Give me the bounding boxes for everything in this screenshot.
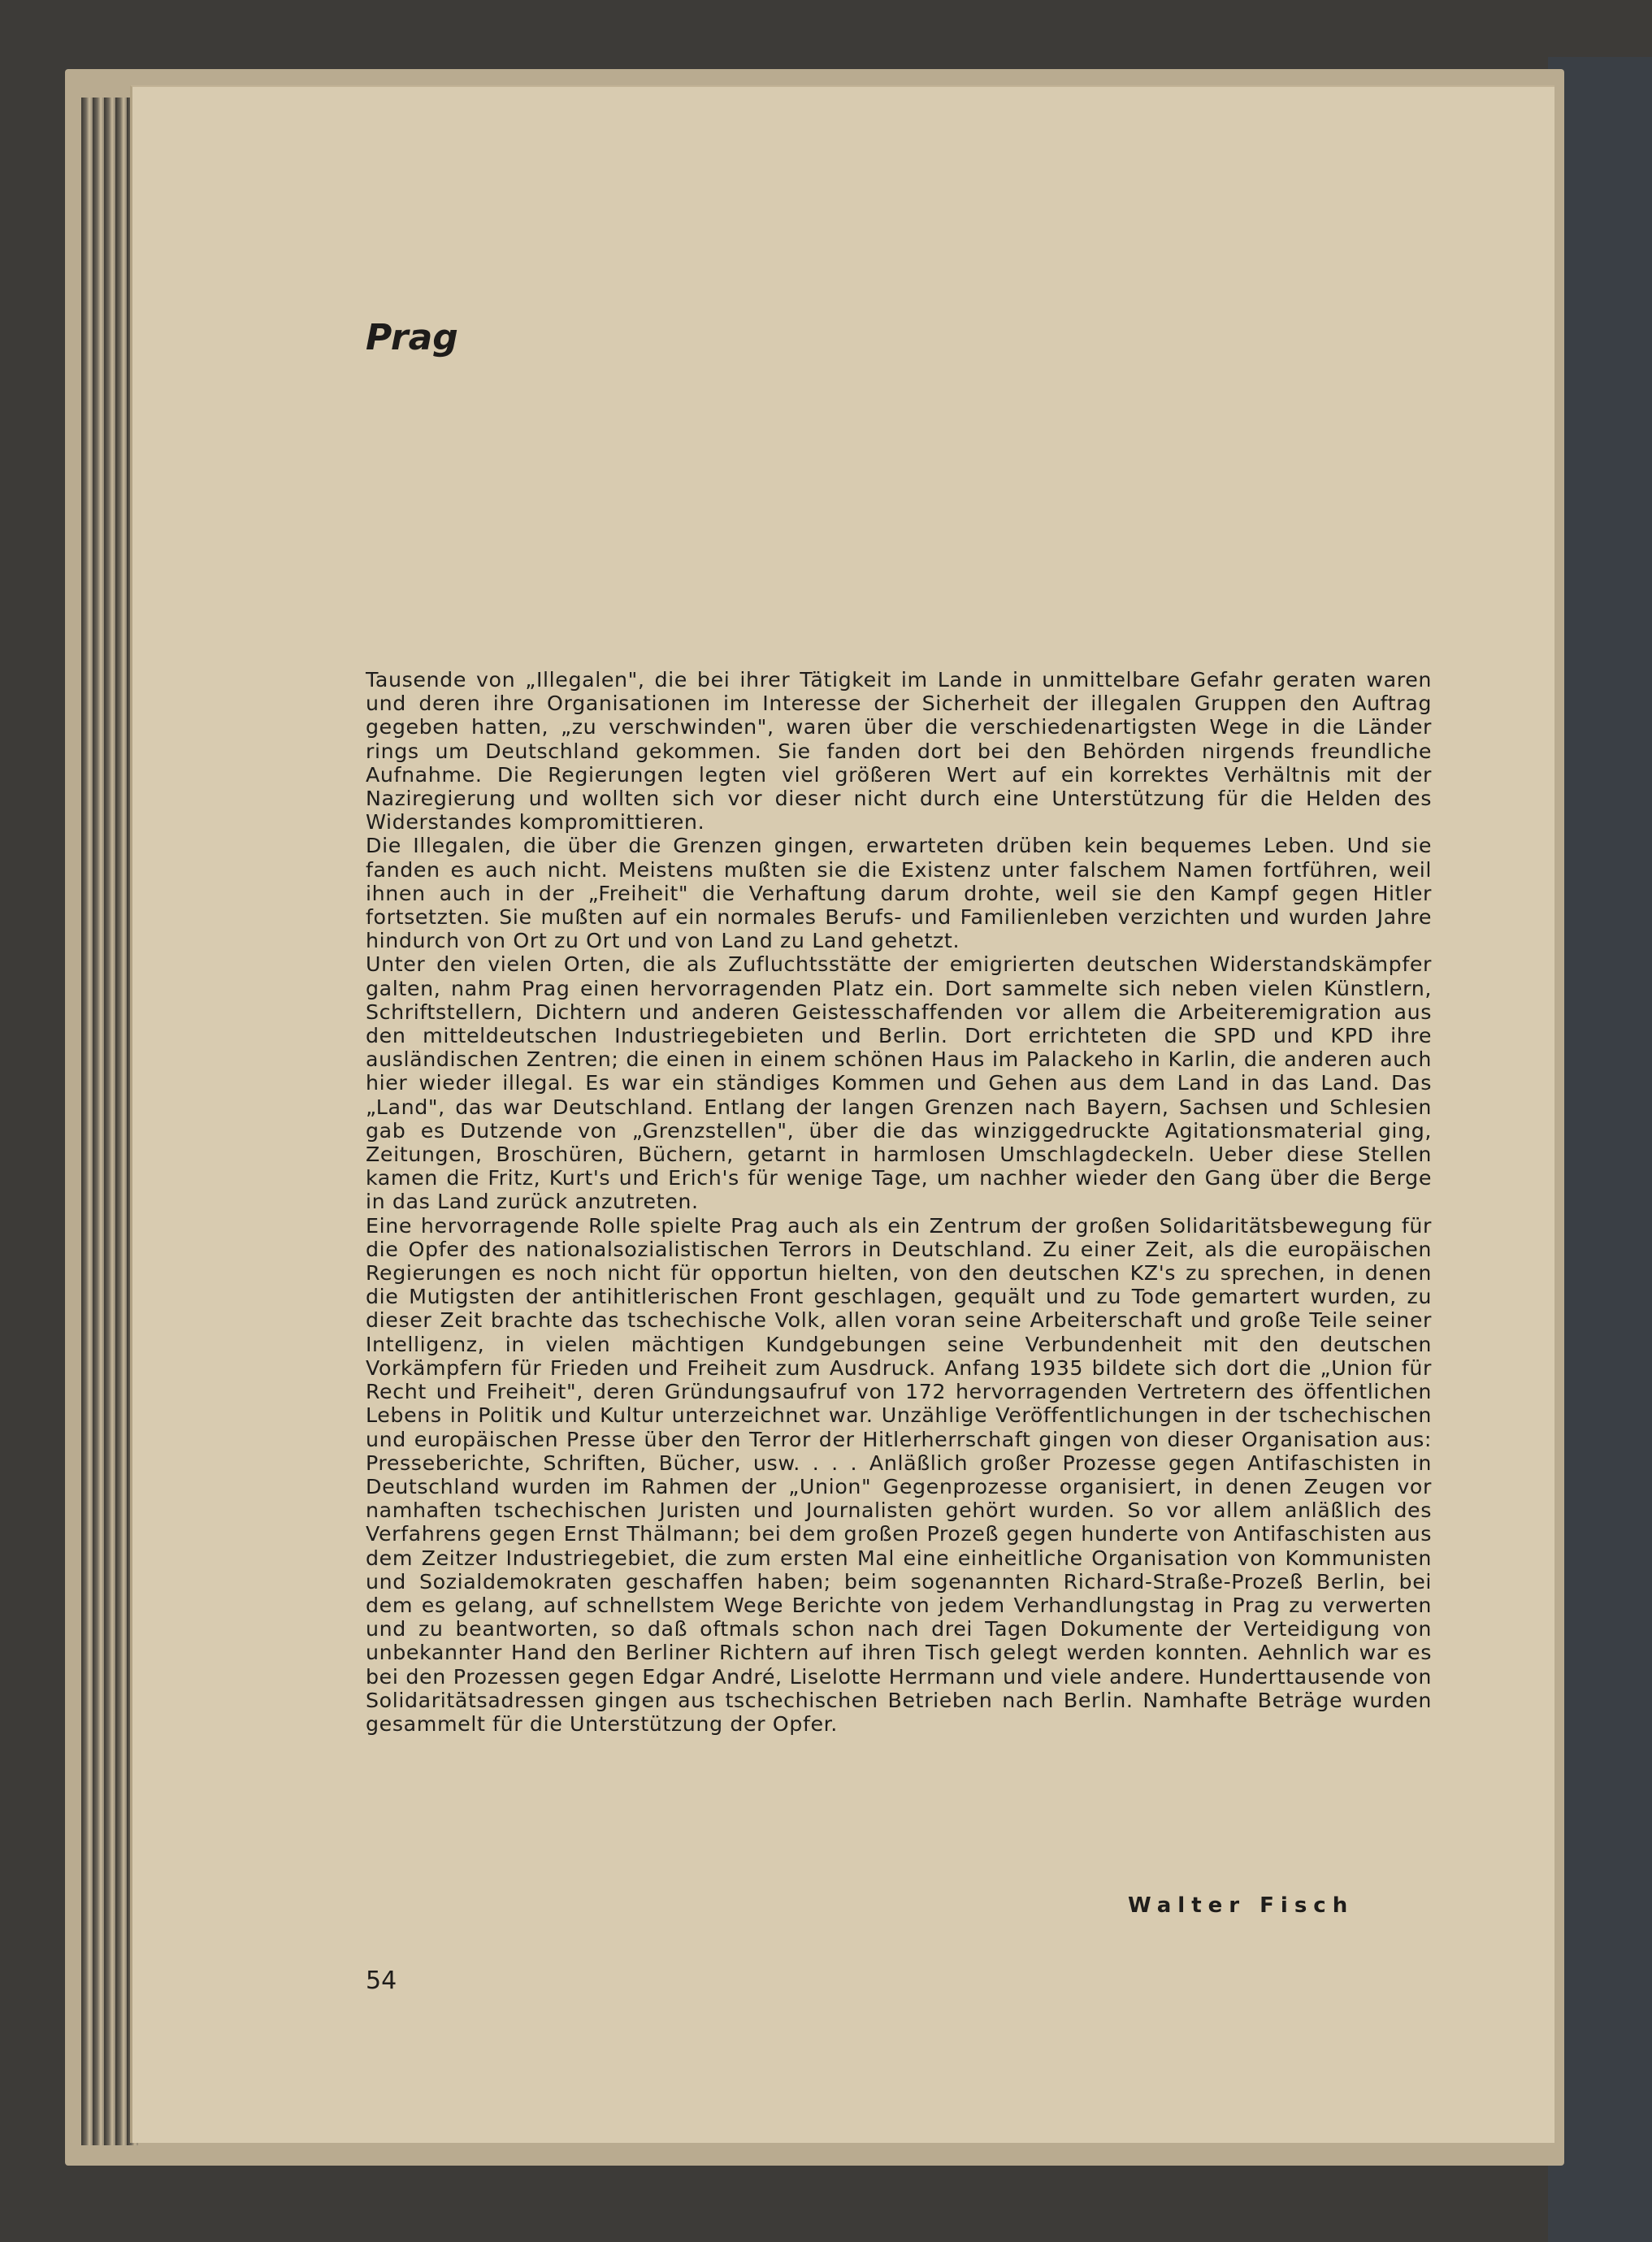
- page-number: 54: [366, 1967, 397, 1995]
- paragraph-2: Die Illegalen, die über die Grenzen gingen, erwarteten drüben kein bequemes Leben. Und sie fanden es auch nicht. Meistens mußten sie die Existenz unter falschem Namen fortführen, weil ihnen auch in der „Freiheit" die Verhaftung darum drohte, weil sie den Kampf gegen Hitler fortsetzten. Sie mußten auf ein normales Berufs- und Familienleben verzichten und wurden Jahre hindurch von Ort zu Ort und von Land zu Land gehetzt.: [366, 834, 1432, 953]
- page-title: Prag: [366, 317, 458, 358]
- paragraph-4: Eine hervorragende Rolle spielte Prag auch als ein Zentrum der großen Solidaritätsbewegung für die Opfer des nationalsozialistischen Terrors in Deutschland. Zu einer Zeit, als die europäischen Regierungen es noch nicht für opportun hielten, von den deutschen KZ's zu sprechen, in denen die Mutigsten der antihitlerischen Front geschlagen, gequält und zu Tode gemartert wurden, zu dieser Zeit brachte das tschechische Volk, allen voran seine Arbeiterschaft und große Teile seiner Intelligenz, in vielen mächtigen Kundgebungen seine Verbundenheit mit den deutschen Vorkämpfern für Frieden und Freiheit zum Ausdruck. Anfang 1935 bildete sich dort die „Union für Recht und Freiheit", deren Gründungsaufruf von 172 hervorragenden Vertretern des öffentlichen Lebens in Politik und Kultur unterzeichnet war. Unzählige Veröffentlichungen in der tschechischen und europäischen Presse über den Terror der Hitlerherrschaft gingen von dieser Organisation aus: Presseberichte, Schriften, Bücher, usw. . . . Anläßlich großer Prozesse gegen Antifaschisten in Deutschland wurden im Rahmen der „Union" Gegenprozesse organisiert, in denen Zeugen vor namhaften tschechischen Juristen und Journalisten gehört wurden. So vor allem anläßlich des Verfahrens gegen Ernst Thälmann; bei dem großen Prozeß gegen hunderte von Antifaschisten aus dem Zeitzer Industriegebiet, die zum ersten Mal eine einheitliche Organisation von Kommunisten und Sozialdemokraten geschaffen haben; beim sogenannten Richard-Straße-Prozeß Berlin, bei dem es gelang, auf schnellstem Wege Berichte von jedem Verhandlungstag in Prag zu verwerten und zu beantworten, so daß oftmals schon nach drei Tagen Dokumente der Verteidigung von unbekannter Hand den Berliner Richtern auf ihren Tisch gelegt werden konnten. Aehnlich war es bei den Prozessen gegen Edgar André, Liselotte Herrmann und viele andere. Hunderttausende von Solidaritätsadressen gingen aus tschechischen Betrieben nach Berlin. Namhafte Beträge wurden gesammelt für die Unterstützung der Opfer.: [366, 1213, 1432, 1736]
- paragraph-3: Unter den vielen Orten, die als Zufluchtsstätte der emigrierten deutschen Widerstandskämpfer galten, nahm Prag einen hervorragenden Platz ein. Dort sammelte sich neben vielen Künstlern, Schriftstellern, Dichtern und anderen Geistesschaffenden vor allem die Arbeiteremigration aus den mitteldeutschen Industriegebieten und Berlin. Dort errichteten die SPD und KPD ihre ausländischen Zentren; die einen in einem schönen Haus im Palackeho in Karlin, die anderen auch hier wieder illegal. Es war ein ständiges Kommen und Gehen aus dem Land in das Land. Das „Land", das war Deutschland. Entlang der langen Grenzen nach Bayern, Sachsen und Schlesien gab es Dutzende von „Grenzstellen", über die das winziggedruckte Agitationsmaterial ging, Zeitungen, Broschüren, Büchern, getarnt in harmlosen Umschlagdeckeln. Ueber diese Stellen kamen die Fritz, Kurt's und Erich's für wenige Tage, um nachher wieder den Gang über die Berge in das Land zurück anzutreten.: [366, 952, 1432, 1214]
- paragraph-1: Tausende von „Illegalen", die bei ihrer Tätigkeit im Lande in unmittelbare Gefahr geraten waren und deren ihre Organisationen im Interesse der Sicherheit der illegalen Gruppen den Auftrag gegeben hatten, „zu verschwinden", waren über die verschiedenartigsten Wege in die Länder rings um Deutschland gekommen. Sie fanden dort bei den Behörden nirgends freundliche Aufnahme. Die Regierungen legten viel größeren Wert auf ein korrektes Verhältnis mit der Naziregierung und wollten sich vor dieser nicht durch eine Unterstützung für die Helden des Widerstandes kompromittieren.: [366, 668, 1432, 835]
- author-signature: Walter Fisch: [1128, 1893, 1355, 1918]
- article-body: [366, 668, 1432, 1736]
